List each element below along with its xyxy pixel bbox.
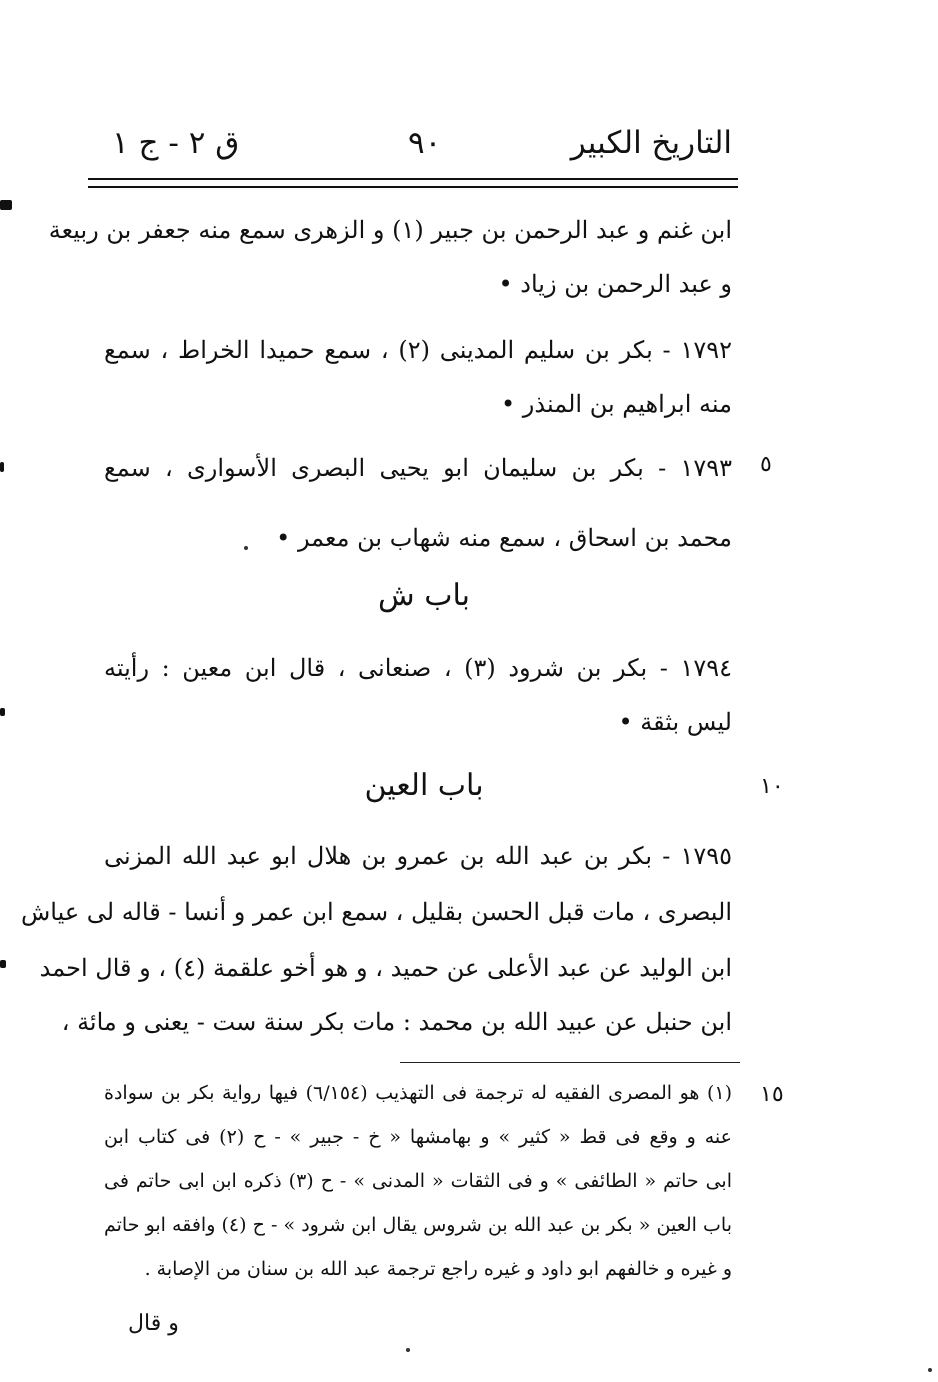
body-line: ابن الوليد عن عبد الأعلى عن حميد ، و هو أخو علقمة (٤) ، و قال احمد xyxy=(39,954,732,982)
scan-speck xyxy=(406,1348,410,1352)
body-line: منه ابراهيم بن المنذر • xyxy=(501,390,732,418)
body-line: البصرى ، مات قبل الحسن بقليل ، سمع ابن عمر و أنسا - قاله لى عياش xyxy=(20,898,732,926)
header-rule-upper xyxy=(88,178,738,180)
entry-1794-line: ١٧٩٤ - بكر بن شرود (٣) ، صنعانى ، قال ابن معين : رأيته xyxy=(104,654,733,682)
scan-mark xyxy=(0,708,5,716)
scan-mark xyxy=(0,960,6,968)
body-line: ابن غنم و عبد الرحمن بن جبير (١) و الزهرى سمع منه جعفر بن ربيعة xyxy=(48,216,732,244)
footnote-line: باب العين « بكر بن عبد الله بن شروس يقال ابن شرود » - ح (٤) وافقه ابو حاتم xyxy=(104,1214,732,1236)
scan-speck xyxy=(244,546,248,550)
entry-1792-line: ١٧٩٢ - بكر بن سليم المدينى (٢) ، سمع حميدا الخراط ، سمع xyxy=(104,336,732,364)
footnote-line: عنه و وقع فى قط « كثير » و بهامشها « خ - جبير » - ح (٢) فى كتاب ابن xyxy=(104,1126,732,1148)
margin-line-number: ٥ xyxy=(760,452,772,477)
scan-mark xyxy=(0,200,12,210)
footnote-separator xyxy=(400,1062,740,1063)
entry-1793-line: ١٧٩٣ - بكر بن سليمان ابو يحيى البصرى الأسوارى ، سمع xyxy=(104,454,732,482)
body-line: محمد بن اسحاق ، سمع منه شهاب بن معمر • xyxy=(276,524,732,552)
running-title: التاريخ الكبير xyxy=(570,125,732,161)
entry-1795-line: ١٧٩٥ - بكر بن عبد الله بن عمرو بن هلال ابو عبد الله المزنى xyxy=(104,842,732,870)
body-line: ليس بثقة • xyxy=(618,708,732,736)
margin-line-number: ١٥ xyxy=(760,1082,784,1107)
page-number: ٩٠ xyxy=(408,125,442,161)
footnote-line: ابى حاتم « الطائفى » و فى الثقات « المدنى » - ح (٣) ذكره ابن ابى حاتم فى xyxy=(104,1170,732,1192)
header-rule-lower xyxy=(88,186,738,188)
body-line: ابن حنبل عن عبيد الله بن محمد : مات بكر سنة ست - يعنى و مائة ، xyxy=(61,1008,732,1036)
body-line: و عبد الرحمن بن زياد • xyxy=(498,270,732,298)
scan-mark xyxy=(0,462,4,472)
footnote-line: (١) هو المصرى الفقيه له ترجمة فى التهذيب (٦/١٥٤) فيها رواية بكر بن سوادة xyxy=(104,1082,732,1104)
section-heading-bab-shin: باب ش xyxy=(378,578,470,613)
volume-reference: ق ٢ - ج ١ xyxy=(112,125,240,161)
section-heading-bab-ain: باب العين xyxy=(364,768,484,803)
margin-line-number: ١٠ xyxy=(760,774,784,799)
footnote-line: و غيره و خالفهم ابو داود و غيره راجع ترجمة عبد الله بن سنان من الإصابة . xyxy=(144,1258,732,1280)
scan-speck xyxy=(928,1368,932,1372)
catchword: و قال xyxy=(128,1311,179,1336)
